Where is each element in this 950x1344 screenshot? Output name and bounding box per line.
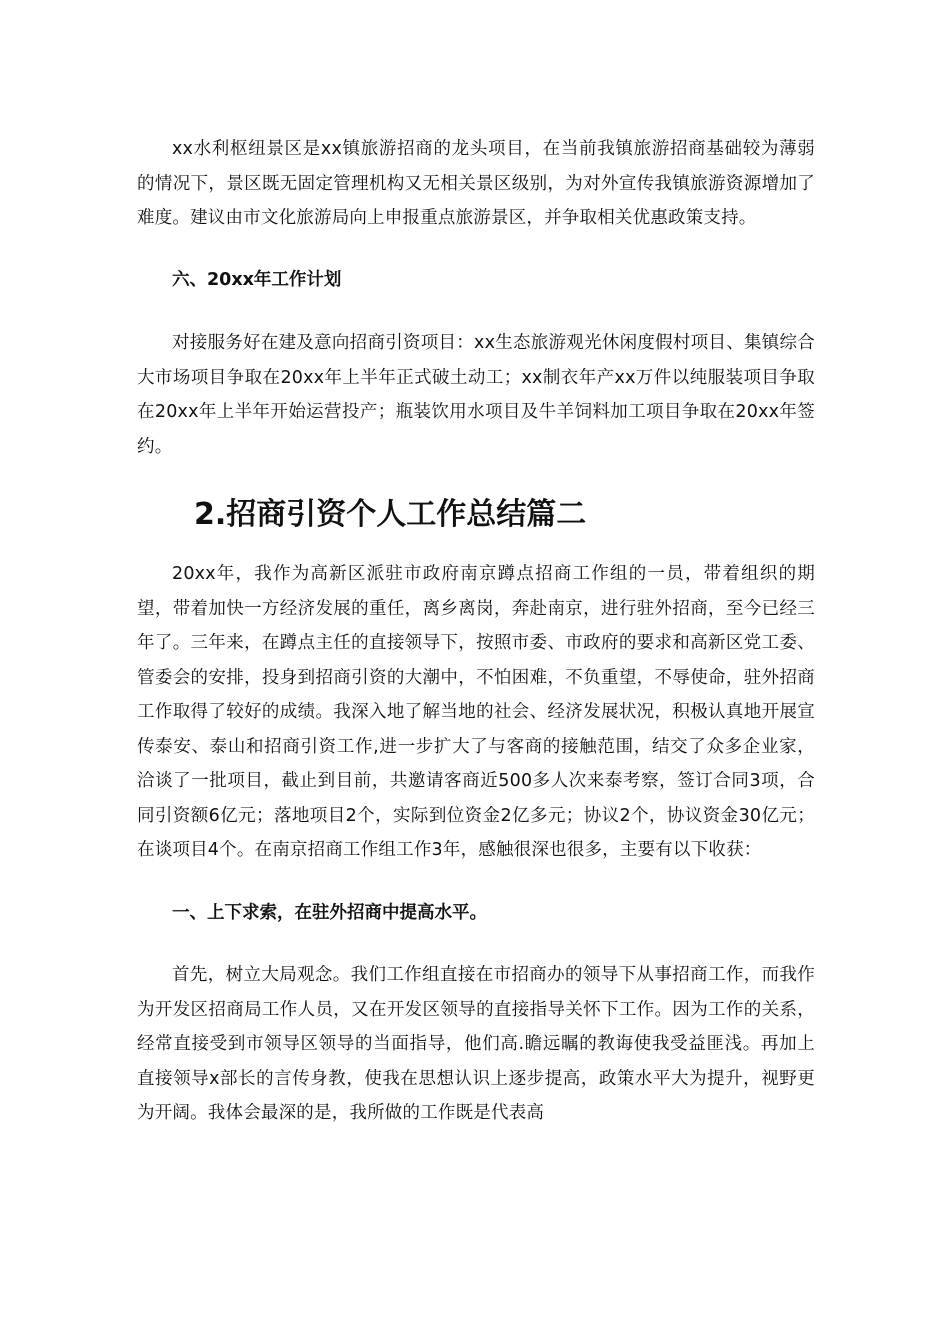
paragraph-work-plan: 对接服务好在建及意向招商引资项目：xx生态旅游观光休闲度假村项目、集镇综合大市场项目争取在20xx年上半年正式破土动工；xx制衣年产xx万件以纯服装项目争取在20xx年上半年开始运营投产；瓶装饮用水项目及牛羊饲料加工项目争取在20xx年签约。 bbox=[137, 333, 815, 457]
paragraph-scenic-area: xx水利枢纽景区是xx镇旅游招商的龙头项目，在当前我镇旅游招商基础较为薄弱的情况下，景区既无固定管理机构又无相关景区级别，为对外宣传我镇旅游资源增加了难度。建议由市文化旅游局向上申报重点旅游景区，并争取相关优惠政策支持。 bbox=[137, 139, 815, 228]
paragraph-summary-intro: 20xx年，我作为高新区派驻市政府南京蹲点招商工作组的一员，带着组织的期望，带着加快一方经济发展的重任，离乡离岗，奔赴南京，进行驻外招商，至今已经三年了。三年来，在蹲点主任的直接领导下，按照市委、市政府的要求和高新区党工委、管委会的安排，投身到招商引资的大潮中，不怕困难，不负重望，不辱使命，驻外招商工作取得了较好的成绩。我深入地了解当地的社会、经济发展状况，积极认真地开展宣传泰安、泰山和招商引资工作,进一步扩大了与客商的接触范围，结交了众多企业家，洽谈了一批项目，截止到目前，共邀请客商近500多人次来泰考察，签订合同3项，合同引资额6亿元；落地项目2个，实际到位资金2亿多元；协议2个，协议资金30亿元；在谈项目4个。在南京招商工作组工作3年，感触很深也很多，主要有以下收获： bbox=[137, 564, 815, 860]
spacer bbox=[137, 868, 815, 896]
section-title: 2.招商引资个人工作总结篇二 bbox=[194, 497, 587, 532]
spacer bbox=[137, 464, 815, 495]
paragraph-big-picture: 首先，树立大局观念。我们工作组直接在市招商办的领导下从事招商工作，而我作为开发区招商局工作人员，又在开发区领导的直接指导关怀下工作。因为工作的关系，经常直接受到市领导区领导的当面指导，他们高.瞻远瞩的教诲使我受益匪浅。再加上直接领导x部长的言传身教，使我在思想认识上逐步提高，政策水平大为提升，视野更为开阔。我体会最深的是，我所做的工作既是代表高 bbox=[137, 965, 815, 1123]
document-body bbox=[137, 132, 815, 1131]
heading-work-plan: 六、20xx年工作计划 bbox=[172, 269, 342, 290]
spacer bbox=[137, 535, 815, 557]
spacer bbox=[137, 297, 815, 326]
spacer bbox=[137, 236, 815, 263]
heading-part-one: 一、上下求索，在驻外招商中提高水平。 bbox=[172, 902, 487, 923]
spacer bbox=[137, 930, 815, 958]
